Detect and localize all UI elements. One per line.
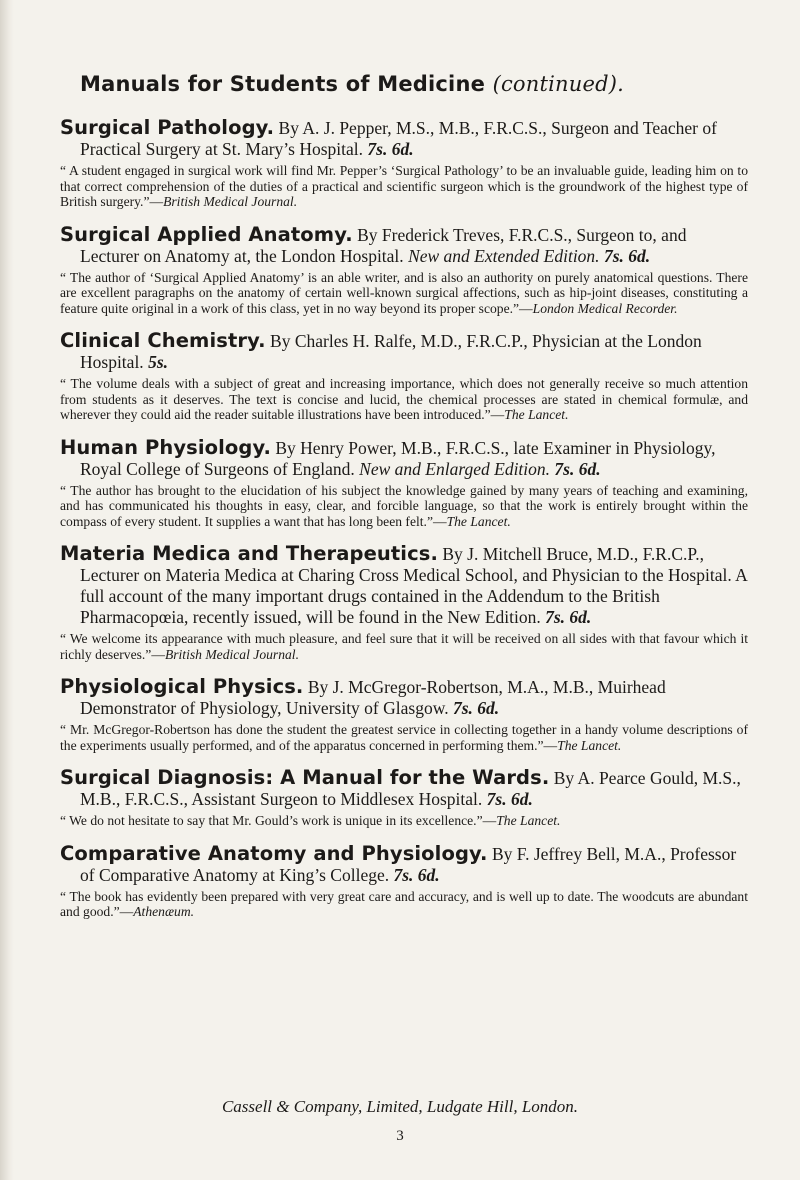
entry-author: By Frederick Treves, F.R.C.S., Surgeon to, and Lecturer on Anatomy at, the London Hospital. [80, 224, 687, 266]
entry-review [60, 270, 748, 317]
entry-author: By Charles H. Ralfe, M.D., F.R.C.P., Physician at the London Hospital. [80, 331, 702, 372]
review-text: “ The author has brought to the elucidation of his subject the knowledge gained by many years of teaching and examining, and has communicated his thoughts in easy, clear, and forcible language, so that the work is entirely brought within the compass of every student. It supplies a want that has long been felt.”— [60, 482, 748, 529]
entry-author: By F. Jeffrey Bell, M.A., Professor of Comparative Anatomy at King’s College. [80, 843, 737, 885]
review-source: The Lancet. [504, 407, 569, 422]
entry-title: Materia Medica and Therapeutics. [60, 542, 438, 565]
entry [60, 543, 748, 662]
review-source: The Lancet. [557, 737, 622, 753]
entry [60, 330, 748, 423]
entry-author: By J. McGregor-Robertson, M.A., M.B., Muirhead Demonstrator of Physiology, University of Glasgow. [80, 677, 666, 718]
entry-review [60, 722, 748, 753]
entry-author: By A. J. Pepper, M.S., M.B., F.R.C.S., Surgeon and Teacher of Practical Surgery at St. Mary’s Hospital. [80, 118, 717, 159]
review-text: “ We do not hesitate to say that Mr. Gould’s work is unique in its excellence.”— [60, 813, 497, 828]
review-source: London Medical Recorder. [532, 300, 678, 316]
entry-author: By Henry Power, M.B., F.R.C.S., late Examiner in Physiology, Royal College of Surgeons of England. [80, 437, 716, 479]
entry-review [60, 483, 748, 530]
entry-edition: New and Enlarged Edition. [359, 458, 551, 479]
review-source: The Lancet. [496, 813, 561, 828]
entry-title: Surgical Applied Anatomy. [60, 222, 353, 246]
review-text: “ The author of ‘Surgical Applied Anatomy’ is an able writer, and is also an authority on purely anatomical questions. There are excellent paragraphs on the anatomy of certain well-known surgical affections, such as hip-joint diseases, constituting a feature quite original in a work of this class, yet in no way beyond its proper scope.”— [60, 269, 748, 316]
entry-review [60, 813, 748, 829]
review-source: The Lancet. [446, 513, 511, 529]
entry-review [60, 376, 748, 423]
entry-price: 5s. [148, 352, 168, 372]
entry-price: 7s. 6d. [486, 789, 533, 809]
entry-title: Clinical Chemistry. [60, 329, 266, 352]
entry [60, 437, 748, 530]
page-edge-shadow [0, 0, 14, 1180]
review-text: “ Mr. McGregor-Robertson has done the student the greatest service in collecting together in a handy volume descriptions of the experiments usually performed, and of the apparatus concerned in performing them.”— [60, 722, 748, 753]
page-header [80, 72, 624, 96]
header-title: Manuals for Students of Medicine [80, 72, 486, 96]
entry-price: 7s. 6d. [603, 245, 651, 266]
entry-price: 7s. 6d. [554, 458, 601, 479]
entry-edition: New and Extended Edition. [408, 245, 600, 266]
review-source: Athenæum. [133, 904, 195, 919]
entry [60, 843, 748, 920]
review-text: “ We welcome its appearance with much pleasure, and feel sure that it will be received on all sides with that favour which it richly deserves.”— [60, 631, 748, 662]
entry-price: 7s. 6d. [393, 864, 440, 885]
entry-title: Surgical Diagnosis: A Manual for the Wards. [60, 766, 550, 789]
entry [60, 117, 748, 210]
review-source: British Medical Journal. [164, 646, 299, 662]
review-text: “ The volume deals with a subject of great and increasing importance, which does not generally receive so much attention from students as it deserves. The text is concise and lucid, the chemical processes are stated in chemical formulæ, and wherever they could aid the reader suitable illustrations have been introduced.”— [60, 376, 748, 422]
entry-price: 7s. 6d. [367, 139, 414, 159]
entry-review [60, 631, 748, 662]
entry-price: 7s. 6d. [545, 607, 592, 627]
review-text: “ A student engaged in surgical work will find Mr. Pepper’s ‘Surgical Pathology’ to be an invaluable guide, leading him on to that correct comprehension of the duties of a practical and scientific surgeon which is the groundwork of the highest type of British surgery.”— [60, 163, 748, 209]
header-continued: (continued). [492, 72, 625, 96]
entry-title: Physiological Physics. [60, 675, 304, 698]
entry-title: Comparative Anatomy and Physiology. [60, 841, 488, 865]
publisher-imprint: Cassell & Company, Limited, Ludgate Hill, London. [221, 1097, 579, 1116]
entry-author: By J. Mitchell Bruce, M.D., F.R.C.P., Lecturer on Materia Medica at Charing Cross Medical School, and Physician to the Hospital. A full account of the many important drugs contained in the Addendum to the British Pharmacopœia, recently issued, will be found in the New Edition. [80, 544, 747, 627]
review-text: “ The book has evidently been prepared with very great care and accuracy, and is well up to date. The woodcuts are abundant and good.”— [60, 888, 748, 919]
entry [60, 676, 748, 753]
page-number: 3 [396, 1128, 404, 1144]
entry [60, 224, 748, 317]
entry-price: 7s. 6d. [452, 698, 500, 718]
entry-title: Human Physiology. [60, 435, 271, 459]
entry-title: Surgical Pathology. [60, 116, 275, 139]
review-source: British Medical Journal. [163, 194, 298, 209]
entry-review [60, 163, 748, 210]
entries-list [60, 117, 748, 934]
entry-review [60, 889, 748, 920]
entry [60, 767, 748, 829]
entry-author: By A. Pearce Gould, M.S., M.B., F.R.C.S., Assistant Surgeon to Middlesex Hospital. [80, 768, 741, 809]
